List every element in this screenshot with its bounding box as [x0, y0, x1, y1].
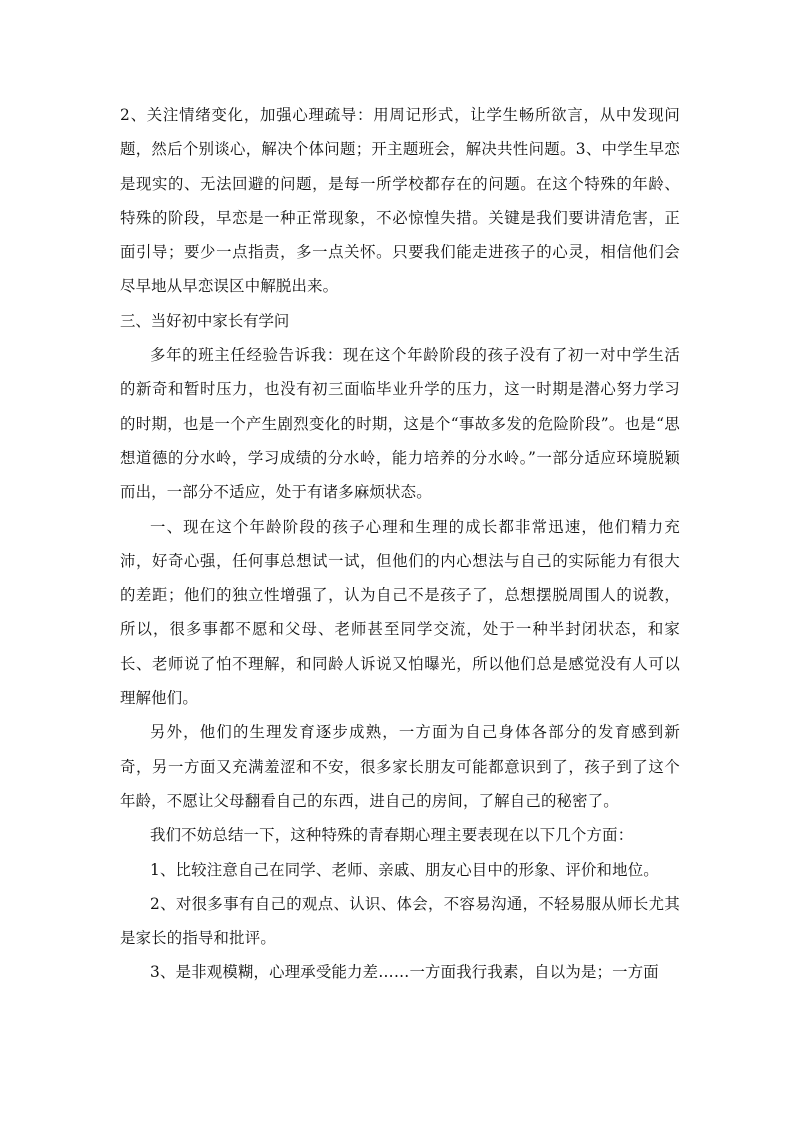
paragraph-growth-psychology: 一、现在这个年龄阶段的孩子心理和生理的成长都非常迅速，他们精力充沛，好奇心强，任何事总想试一试，但他们的内心想法与自己的实际能力有很大的差距；他们的独立性增强了，认为自己不是孩子了，总想摆脱周围人的说教，所以，很多事都不愿和父母、老师甚至同学交流，处于一种半封闭状态，和家长、老师说了怕不理解，和同龄人诉说又怕曝光，所以他们总是感觉没有人可以理解他们。 — [120, 517, 680, 708]
paragraph-teacher-experience: 多年的班主任经验告诉我：现在这个年龄阶段的孩子没有了初一对中学生活的新奇和暂时压力，也没有初三面临毕业升学的压力，这一时期是潜心努力学习的时期，也是一个产生剧烈变化的时期，这是个“事故多发的危险阶段”。也是“思想道德的分水岭，学习成绩的分水岭，能力培养的分水岭。”一部分适应环境脱颖而出，一部分不适应，处于有诸多麻烦状态。 — [120, 346, 680, 502]
list-item-2: 2、对很多事有自己的观点、认识、体会，不容易沟通，不轻易服从师长尤其是家长的指导和批评。 — [120, 894, 680, 948]
paragraph-physical-development: 另外，他们的生理发育逐步成熟，一方面为自己身体各部分的发育感到新奇，另一方面又充满羞涩和不安，很多家长朋友可能都意识到了，孩子到了这个年龄，不愿让父母翻看自己的东西，进自己的房间，了解自己的秘密了。 — [120, 723, 680, 810]
section-heading-parenting: 三、当好初中家长有学问 — [120, 311, 290, 330]
document-body — [120, 98, 680, 990]
list-item-1: 1、比较注意自己在同学、老师、亲戚、朋友心目中的形象、评价和地位。 — [150, 860, 659, 879]
paragraph-summary-intro: 我们不妨总结一下，这种特殊的青春期心理主要表现在以下几个方面： — [150, 826, 634, 845]
list-item-3: 3、是非观模糊，心理承受能力差……一方面我行我素，自以为是；一方面 — [150, 963, 659, 982]
paragraph-emotion-guidance: 2、关注情绪变化，加强心理疏导：用周记形式，让学生畅所欲言，从中发现问题，然后个别谈心，解决个体问题；开主题班会，解决共性问题。3、中学生早恋是现实的、无法回避的问题，是每一所学校都存在的问题。在这个特殊的年龄、特殊的阶段，早恋是一种正常现象，不必惊惶失措。关键是我们要讲清危害，正面引导；要少一点指责，多一点关怀。只要我们能走进孩子的心灵，相信他们会尽早地从早恋误区中解脱出来。 — [120, 106, 680, 296]
